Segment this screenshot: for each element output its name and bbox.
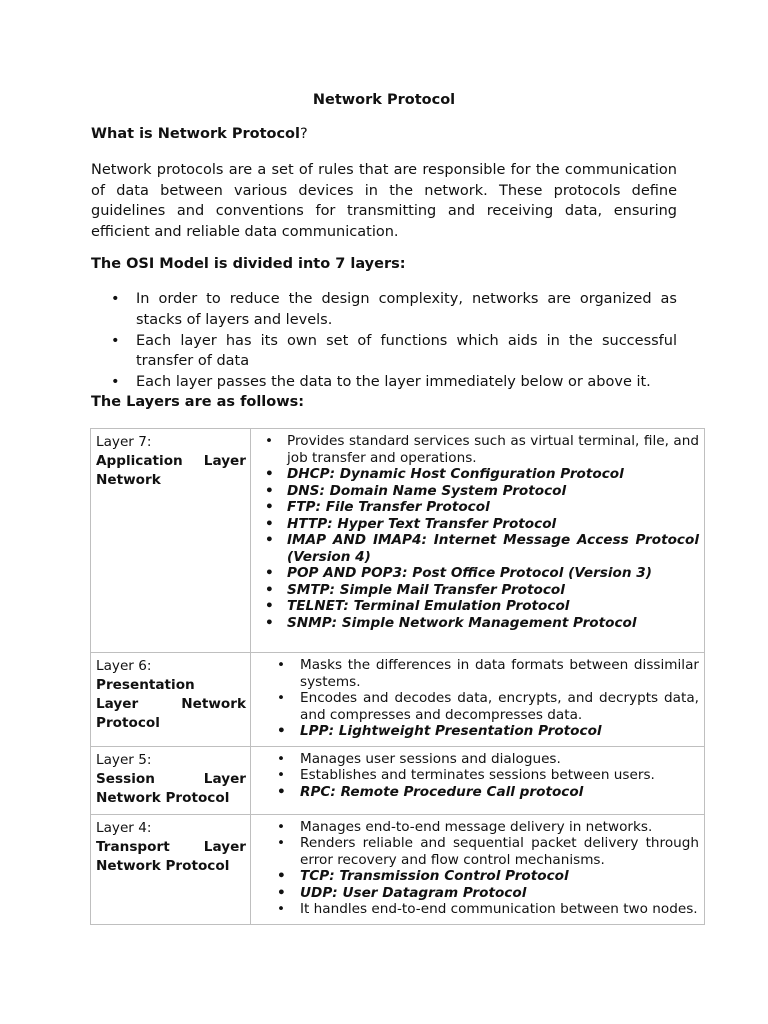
list-item	[255, 565, 699, 582]
layers-table	[90, 428, 705, 925]
layer-name-line: Network	[96, 472, 161, 488]
layer-name-line: Network Protocol	[96, 857, 230, 874]
bullet-icon: •	[111, 291, 120, 307]
question-text: What is Network Protocol	[91, 126, 300, 142]
bullet-icon: •	[265, 598, 274, 614]
protocol-text: LPP: Lightweight Presentation Protocol	[300, 723, 602, 739]
list-item	[255, 516, 699, 533]
list-item	[255, 784, 699, 801]
list-item-text: Encodes and decodes data, encrypts, and decrypts data, and compresses and decompresses data.	[300, 690, 699, 723]
protocol-text: DHCP: Dynamic Host Configuration Protocol	[287, 466, 624, 482]
protocol-text: POP AND POP3: Post Office Protocol (Version 3)	[287, 565, 652, 581]
page-title: Network Protocol	[312, 92, 456, 108]
list-item	[255, 835, 699, 868]
protocol-text: TELNET: Terminal Emulation Protocol	[287, 598, 570, 614]
list-item-text: Each layer passes the data to the layer immediately below or above it.	[136, 374, 651, 391]
intro-paragraph: Network protocols are a set of rules that are responsible for the communication of data between various devices in the network. These protocols define guidelines and conventions for transmitting and receiving data, ensuring efficient and reliable data communication.	[91, 162, 677, 240]
table-row	[91, 429, 705, 653]
bullet-icon: •	[265, 433, 274, 449]
list-item	[255, 483, 699, 500]
table-row	[91, 653, 705, 747]
list-item	[255, 751, 699, 768]
list-item	[91, 372, 677, 393]
list-item-text: Establishes and terminates sessions between users.	[300, 767, 655, 783]
bullet-icon: •	[265, 482, 274, 499]
list-item-text: Renders reliable and sequential packet delivery through error recovery and flow control mechanisms.	[300, 835, 699, 868]
question-heading	[91, 126, 308, 142]
bullet-icon: •	[277, 767, 286, 783]
bullet-icon: •	[277, 783, 286, 800]
bullet-icon: •	[265, 565, 274, 581]
bullet-icon: •	[277, 750, 286, 767]
table-row	[91, 746, 705, 814]
layer-name-line: Protocol	[96, 715, 160, 731]
bullet-icon: •	[277, 818, 286, 835]
bullet-icon: •	[277, 835, 286, 851]
layer-details-cell	[251, 814, 705, 924]
layer-name-line: Layer Network	[96, 696, 246, 712]
protocol-text: FTP: File Transfer Protocol	[287, 499, 490, 515]
osi-heading: The OSI Model is divided into 7 layers:	[91, 256, 406, 272]
protocol-text: HTTP: Hyper Text Transfer Protocol	[287, 515, 557, 532]
bullet-icon: •	[265, 499, 274, 515]
list-item	[255, 615, 699, 632]
list-item-text: Provides standard services such as virtual terminal, file, and job transfer and operations.	[287, 433, 699, 466]
protocol-text: SNMP: Simple Network Management Protocol	[287, 614, 637, 631]
bullet-icon: •	[265, 466, 274, 482]
bullet-icon: •	[111, 332, 120, 349]
osi-bullet-list	[91, 289, 677, 393]
list-item	[255, 901, 699, 918]
list-item	[91, 289, 677, 331]
bullet-icon: •	[277, 868, 286, 884]
layer-number: Layer 6:	[96, 658, 152, 674]
list-item	[255, 885, 699, 902]
layer-item-list	[255, 657, 699, 740]
layer-details-cell	[251, 746, 705, 814]
list-item	[255, 690, 699, 723]
layer-name-cell	[91, 429, 251, 653]
list-item	[255, 598, 699, 615]
protocol-text: UDP: User Datagram Protocol	[300, 884, 527, 901]
list-item	[255, 868, 699, 885]
protocol-text: DNS: Domain Name System Protocol	[287, 482, 567, 499]
bullet-icon: •	[265, 515, 274, 532]
list-item-text: Manages user sessions and dialogues.	[300, 750, 561, 767]
bullet-icon: •	[111, 374, 120, 391]
list-item-text: Each layer has its own set of functions which aids in the successful transfer of data	[136, 332, 677, 370]
list-item-text: Manages end-to-end message delivery in networks.	[300, 818, 653, 835]
list-item	[255, 532, 699, 565]
bullet-icon: •	[277, 690, 286, 706]
layer-number: Layer 5:	[96, 751, 152, 768]
layer-name-line: Presentation	[96, 677, 195, 693]
bullet-icon: •	[277, 884, 286, 901]
layer-number: Layer 7:	[96, 434, 152, 450]
protocol-text: RPC: Remote Procedure Call protocol	[300, 783, 584, 800]
layer-item-list	[255, 819, 699, 918]
protocol-text: IMAP AND IMAP4: Internet Message Access Protocol (Version 4)	[287, 532, 699, 565]
layer-name-line: Session Layer	[96, 770, 246, 787]
layer-name-line: Transport Layer	[96, 838, 246, 855]
bullet-icon: •	[277, 901, 286, 917]
bullet-icon: •	[277, 723, 286, 739]
list-item	[255, 433, 699, 466]
bullet-icon: •	[277, 657, 286, 673]
list-item-text: It handles end-to-end communication between two nodes.	[300, 901, 698, 917]
list-item-text: Masks the differences in data formats between dissimilar systems.	[300, 657, 699, 690]
list-item	[255, 657, 699, 690]
protocol-text: TCP: Transmission Control Protocol	[300, 868, 569, 884]
list-item	[255, 767, 699, 784]
list-item	[255, 819, 699, 836]
list-item	[255, 582, 699, 599]
layer-name-cell	[91, 746, 251, 814]
protocol-text: SMTP: Simple Mail Transfer Protocol	[287, 581, 565, 598]
layer-name-line: Application Layer	[96, 453, 246, 469]
list-item	[91, 331, 677, 373]
bullet-icon: •	[265, 532, 274, 548]
bullet-icon: •	[265, 614, 274, 631]
table-row	[91, 814, 705, 924]
layer-details-cell	[251, 429, 705, 653]
layer-name-line: Network Protocol	[96, 789, 230, 806]
layer-item-list	[255, 751, 699, 801]
layers-heading: The Layers are as follows:	[91, 394, 305, 410]
list-item	[255, 499, 699, 516]
bullet-icon: •	[265, 581, 274, 598]
question-mark: ?	[300, 126, 308, 142]
layer-details-cell	[251, 653, 705, 747]
list-item	[255, 466, 699, 483]
layer-item-list	[255, 433, 699, 631]
layer-name-cell	[91, 814, 251, 924]
layer-number: Layer 4:	[96, 819, 152, 836]
list-item-text: In order to reduce the design complexity, networks are organized as stacks of layers and levels.	[136, 291, 677, 328]
layer-name-cell	[91, 653, 251, 747]
list-item	[255, 723, 699, 740]
